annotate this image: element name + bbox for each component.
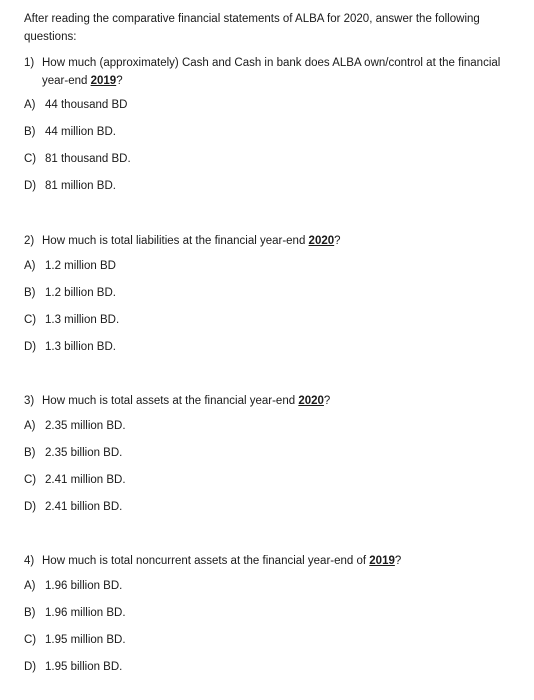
question-text [24, 54, 524, 90]
option-text: 2.35 million BD. [45, 420, 126, 432]
option-text: 81 thousand BD. [45, 153, 131, 165]
option-text: 44 million BD. [45, 126, 116, 138]
question-body: How much is total assets at the financial year-end [42, 395, 299, 407]
question-suffix: ? [323, 395, 331, 407]
question-body: How much (approximately) Cash and Cash in bank does ALBA own/control at the financial year-end [42, 57, 501, 87]
option-text: 1.2 billion BD. [45, 287, 116, 299]
option-d[interactable] [24, 659, 524, 675]
option-letter: B) [24, 447, 36, 459]
question-text [24, 392, 524, 410]
question-1 [24, 54, 524, 194]
option-letter: B) [24, 126, 36, 138]
question-year: 2019 [90, 75, 117, 87]
option-letter: D) [24, 341, 37, 353]
question-number: 1) [24, 57, 35, 69]
option-text: 1.3 billion BD. [45, 341, 116, 353]
option-a[interactable] [24, 97, 524, 113]
question-body: How much is total noncurrent assets at the financial year-end of [42, 555, 370, 567]
option-a[interactable] [24, 578, 524, 594]
intro-text: After reading the comparative financial statements of ALBA for 2020, answer the following questions: [24, 13, 480, 43]
option-text: 1.96 billion BD. [45, 580, 123, 592]
question-3 [24, 392, 524, 515]
option-text: 2.41 billion BD. [45, 501, 123, 513]
question-number: 3) [24, 395, 35, 407]
question-year: 2020 [308, 235, 335, 247]
question-suffix: ? [334, 235, 341, 247]
option-d[interactable] [24, 499, 524, 515]
question-year: 2019 [369, 555, 395, 567]
option-letter: D) [24, 180, 37, 192]
option-a[interactable] [24, 258, 524, 274]
option-c[interactable] [24, 151, 524, 167]
option-letter: C) [24, 634, 37, 646]
question-year: 2020 [298, 395, 324, 407]
option-b[interactable] [24, 124, 524, 140]
option-letter: D) [24, 501, 37, 513]
option-c[interactable] [24, 312, 524, 328]
question-number: 4) [24, 555, 35, 567]
option-letter: A) [24, 99, 36, 111]
option-text: 1.95 million BD. [45, 634, 126, 646]
option-text: 81 million BD. [45, 180, 116, 192]
option-letter: D) [24, 661, 37, 673]
option-letter: C) [24, 153, 37, 165]
question-body: How much is total liabilities at the financial year-end [42, 235, 309, 247]
option-a[interactable] [24, 418, 524, 434]
option-b[interactable] [24, 605, 524, 621]
option-text: 2.35 billion BD. [45, 447, 123, 459]
question-suffix: ? [116, 75, 123, 87]
option-text: 2.41 million BD. [45, 474, 126, 486]
option-text: 1.2 million BD [45, 260, 116, 272]
option-d[interactable] [24, 178, 524, 194]
option-letter: A) [24, 580, 36, 592]
option-text: 44 thousand BD [45, 99, 128, 111]
option-text: 1.3 million BD. [45, 314, 120, 326]
question-text [24, 232, 524, 250]
question-4 [24, 552, 524, 675]
option-letter: B) [24, 287, 36, 299]
option-d[interactable] [24, 339, 524, 355]
question-suffix: ? [394, 555, 402, 567]
question-text [24, 552, 524, 570]
option-letter: C) [24, 474, 37, 486]
option-letter: A) [24, 260, 36, 272]
option-text: 1.95 billion BD. [45, 661, 123, 673]
option-letter: A) [24, 420, 36, 432]
option-text: 1.96 million BD. [45, 607, 126, 619]
option-letter: B) [24, 607, 36, 619]
question-number: 2) [24, 235, 35, 247]
question-2 [24, 232, 524, 355]
option-b[interactable] [24, 445, 524, 461]
option-c[interactable] [24, 632, 524, 648]
option-letter: C) [24, 314, 37, 326]
option-c[interactable] [24, 472, 524, 488]
option-b[interactable] [24, 285, 524, 301]
